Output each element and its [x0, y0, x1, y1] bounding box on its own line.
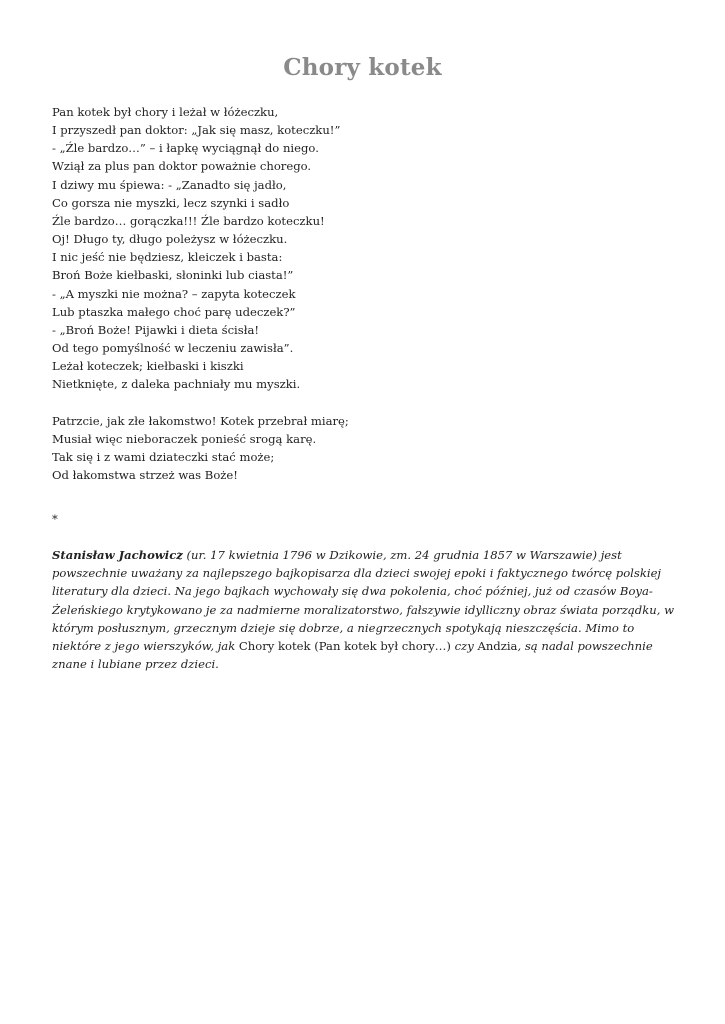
poem-line: Musiał więc nieboraczek ponieść srogą karę. — [52, 431, 317, 446]
page-title: Chory kotek — [283, 54, 442, 81]
poem-line: Wziął za plus pan doktor poważnie chorego. — [52, 159, 312, 174]
bio-work-title: Andzia — [477, 639, 518, 654]
author-biography — [52, 546, 678, 673]
section-separator: * — [52, 512, 58, 526]
bio-text: czy — [450, 639, 478, 654]
bio-author-name: Stanisław Jachowicz — [52, 548, 183, 562]
poem — [52, 103, 672, 484]
poem-line: I nic jeść nie będziesz, kleiczek i basta: — [52, 250, 283, 265]
poem-line: I dziwy mu śpiewa: - „Zanadto się jadło, — [52, 177, 287, 192]
poem-line: - „Broń Boże! Pijawki i dieta ścisła! — [52, 322, 260, 337]
poem-stanza-1 — [52, 103, 672, 394]
poem-line: - „Źle bardzo…” – i łapkę wyciągnął do niego. — [52, 141, 319, 156]
poem-line: Tak się i z wami dziateczki stać może; — [52, 449, 275, 464]
poem-line: I przyszedł pan doktor: „Jak się masz, koteczku!” — [52, 123, 341, 138]
poem-line: Co gorsza nie myszki, lecz szynki i sadło — [52, 195, 290, 210]
bio-text: (ur. 17 kwietnia 1796 w Dzikowie, zm. 24 grudnia 1857 w Warszawie) jest powszechnie uważany za najlepszego bajkopisarza dla dzieci swojej epoki i faktycznego twórcę polskiej literatury dla dzieci. Na jego bajkach wychowały się dwa pokolenia, choć później, już od czasów Boya-Żeleńskiego krytykowano je za nadmierne moralizatorstwo, fałszywie idylliczny obraz świata porządku, w którym posłusznym, grzecznym dzieje się dobrze, a niegrzecznych spotykają nieszczęścia. Mimo to niektóre z jego wierszyków, jak — [52, 548, 675, 654]
poem-line: Oj! Długo ty, długo poleżysz w łóżeczku. — [52, 232, 288, 247]
bio-work-title: Chory kotek (Pan kotek był chory…) — [238, 639, 451, 654]
poem-line: - „A myszki nie można? – zapyta koteczek — [52, 286, 296, 301]
poem-line: Lub ptaszka małego choć parę udeczek?” — [52, 304, 296, 319]
poem-line: Od łakomstwa strzeż was Boże! — [52, 467, 238, 482]
poem-stanza-2 — [52, 412, 672, 485]
poem-line: Nietknięte, z daleka pachniały mu myszki. — [52, 377, 301, 392]
poem-line: Patrzcie, jak złe łakomstwo! Kotek przebrał miarę; — [52, 413, 349, 428]
poem-line: Źle bardzo… gorączka!!! Źle bardzo koteczku! — [52, 213, 325, 228]
poem-line: Broń Boże kiełbaski, słoninki lub ciasta!” — [52, 268, 294, 283]
poem-line: Pan kotek był chory i leżał w łóżeczku, — [52, 105, 279, 119]
poem-line: Od tego pomyślność w leczeniu zawisła”. — [52, 341, 294, 356]
poem-line: Leżał koteczek; kiełbaski i kiszki — [52, 359, 244, 374]
bio-text: , są nadal powszechnie znane i lubiane przez dzieci. — [52, 639, 653, 672]
